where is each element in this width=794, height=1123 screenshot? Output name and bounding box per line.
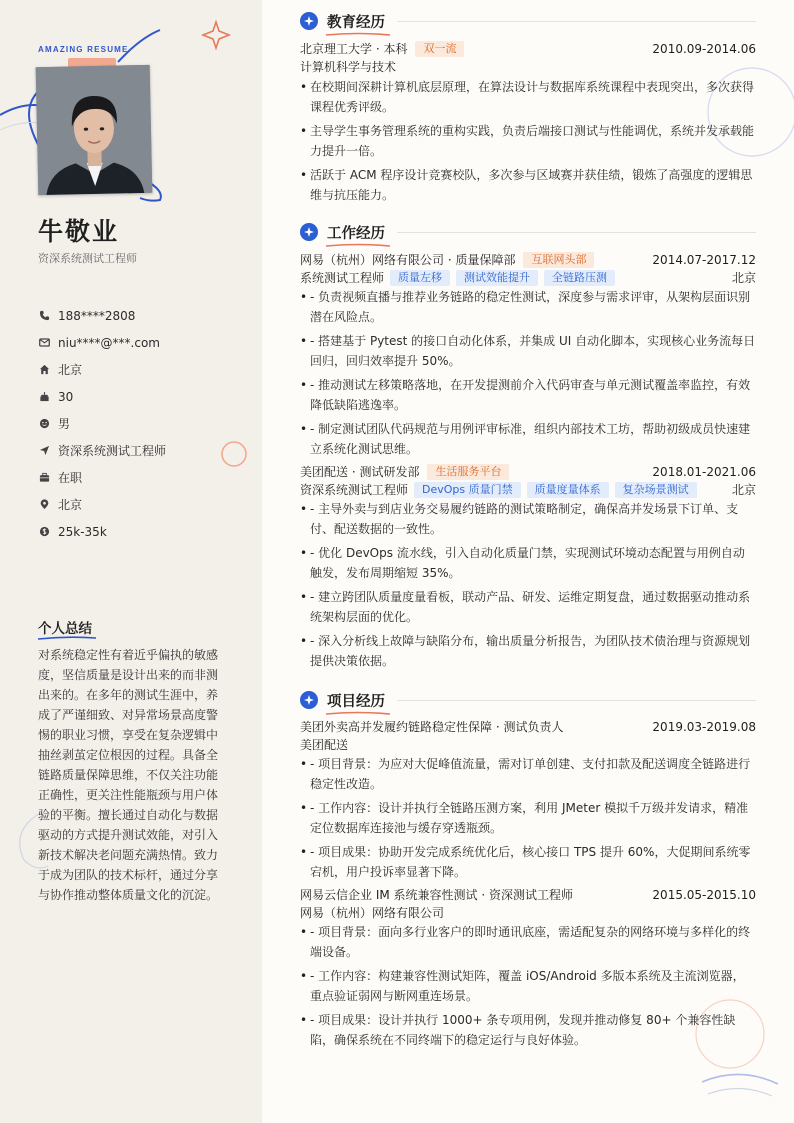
title-underline <box>325 243 391 248</box>
project-org-row <box>300 736 756 754</box>
info-text: 在职 <box>58 471 83 485</box>
list-item: • 在校期间深耕计算机底层原理，在算法设计与数据库系统课程中表现突出，多次获得课程优秀评级。 <box>300 77 756 117</box>
job-header <box>300 463 756 481</box>
info-expected-city <box>38 491 166 518</box>
company-name: 网易（杭州）网络有限公司 · 质量保障部 <box>300 253 516 267</box>
list-item: • - 搭建基于 Pytest 的接口自动化体系，并集成 UI 自动化脚本，实现核心业务流每日回归，回归效率提升 50%。 <box>300 331 756 371</box>
list-item: • 活跃于 ACM 程序设计竞赛校队，多次参与区域赛并获佳绩，锻炼了高强度的逻辑思维与抗压能力。 <box>300 165 756 205</box>
work-section-header <box>300 220 756 244</box>
list-item: • - 项目背景：为应对大促峰值流量，需对订单创建、支付扣款及配送调度全链路进行稳定性改造。 <box>300 754 756 794</box>
list-item: • - 深入分析线上故障与缺陷分布，输出质量分析报告，为团队技术债治理与资源规划提供决策依据。 <box>300 631 756 671</box>
project-org-row <box>300 904 756 922</box>
job-period: 2018.01-2021.06 <box>652 465 756 479</box>
home-icon <box>38 364 50 376</box>
info-salary <box>38 518 166 545</box>
section-divider <box>397 21 756 22</box>
skill-tag: 测试效能提升 <box>456 270 538 286</box>
profile-photo <box>36 65 153 195</box>
education-period: 2010.09-2014.06 <box>652 42 756 56</box>
job-bullets <box>300 287 756 463</box>
list-item: • - 推动测试左移策略落地，在开发提测前介入代码审查与单元测试覆盖率监控，有效降低缺陷逃逸率。 <box>300 375 756 415</box>
summary-heading: 个人总结 <box>38 621 92 637</box>
job-role-row <box>300 481 756 499</box>
projects-section-header <box>300 688 756 712</box>
project-name: 网易云信企业 IM 系统兼容性测试 · 资深测试工程师 <box>300 888 573 902</box>
school-name: 北京理工大学 · 本科 <box>300 42 408 56</box>
section-title: 工作经历 <box>327 222 385 243</box>
sparkle-icon <box>300 223 318 241</box>
skill-tag: 质量左移 <box>390 270 450 286</box>
info-email <box>38 329 166 356</box>
list-item: • 主导学生事务管理系统的重构实践，负责后端接口测试与性能调优，系统并发承载能力提升一倍。 <box>300 121 756 161</box>
title-underline <box>325 32 391 37</box>
info-text: 资深系统测试工程师 <box>58 444 167 458</box>
summary-underline <box>37 636 97 640</box>
list-item: • - 工作内容：构建兼容性测试矩阵，覆盖 iOS/Android 多版本系统及主流浏览器，重点验证弱网与断网重连场景。 <box>300 966 756 1006</box>
send-icon <box>38 445 50 457</box>
info-text: 30 <box>58 389 74 404</box>
education-section-header <box>300 9 756 33</box>
list-item: • - 建立跨团队质量度量看板，联动产品、研发、运维定期复盘，通过数据驱动推动系统架构层面的优化。 <box>300 587 756 627</box>
skill-tag: 质量度量体系 <box>527 482 609 498</box>
title-underline <box>325 711 391 716</box>
sparkle-icon <box>300 12 318 30</box>
resume-tagline: AMAZING RESUME <box>38 45 129 54</box>
sidebar <box>0 0 262 1123</box>
education-major-row <box>300 58 756 76</box>
summary-text: 对系统稳定性有着近乎偏执的敏感度，坚信质量是设计出来的而非测出来的。在多年的测试生涯中，养成了严谨细致、对异常场景高度警惕的职业习惯，享受在复杂逻辑中抽丝剥茧定位根因的过程。具备全链路质量保障思维，不仅关注功能正确性，更关注性能瓶颈与用户体验的平衡。擅长通过自动化与数据驱动的方式提升测试效能，对引入新技术解决老问题充满热情。致力于成为团队的技术标杆，通过分享与协作推动整体质量文化的沉淀。 <box>38 648 219 902</box>
job-header <box>300 251 756 269</box>
project-name: 美团外卖高并发履约链路稳定性保障 · 测试负责人 <box>300 720 564 734</box>
phone-icon <box>38 310 50 322</box>
section-divider <box>397 232 756 233</box>
section-divider <box>397 700 756 701</box>
job-city: 北京 <box>731 483 756 497</box>
contact-info-list <box>38 302 166 545</box>
skill-tag: 全链路压测 <box>544 270 615 286</box>
list-item: • - 制定测试团队代码规范与用例评审标准，组织内部技术工坊，帮助初级成员快速建立系统化测试思维。 <box>300 419 756 459</box>
project-header <box>300 886 756 904</box>
company-name: 美团配送 · 测试研发部 <box>300 465 420 479</box>
project-bullets <box>300 754 756 886</box>
location-pin-icon <box>38 499 50 511</box>
school-tag: 双一流 <box>415 41 464 57</box>
info-text: 北京 <box>58 363 83 377</box>
education-bullets <box>300 77 756 209</box>
job-role: 系统测试工程师 <box>300 271 385 285</box>
list-item: • - 工作内容：设计并执行全链路压测方案，利用 JMeter 模拟千万级并发请求，精准定位数据库连接池与缓存穿透瓶颈。 <box>300 798 756 838</box>
job-bullets <box>300 499 756 675</box>
candidate-title: 资深系统测试工程师 <box>38 252 137 265</box>
education-major: 计算机科学与技术 <box>300 60 397 74</box>
job-period: 2014.07-2017.12 <box>652 253 756 267</box>
job-role: 资深系统测试工程师 <box>300 483 409 497</box>
info-age <box>38 383 166 410</box>
money-icon <box>38 526 50 538</box>
face-icon <box>38 418 50 430</box>
briefcase-icon <box>38 472 50 484</box>
info-text: 25k-35k <box>58 524 107 539</box>
list-item: • - 优化 DevOps 流水线，引入自动化质量门禁，实现测试环境动态配置与用例自动触发，发布周期缩短 35%。 <box>300 543 756 583</box>
sparkle-icon <box>300 691 318 709</box>
project-period: 2015.05-2015.10 <box>652 888 756 902</box>
info-phone <box>38 302 166 329</box>
skill-tag: DevOps 质量门禁 <box>414 482 521 498</box>
mail-icon <box>38 337 50 349</box>
info-text: 188****2808 <box>58 308 136 323</box>
info-text: 北京 <box>58 498 83 512</box>
section-title: 教育经历 <box>327 11 385 32</box>
list-item: • - 负责视频直播与推荐业务链路的稳定性测试，深度参与需求评审，从架构层面识别潜在风险点。 <box>300 287 756 327</box>
project-org: 美团配送 <box>300 738 349 752</box>
list-item: • - 项目背景：面向多行业客户的即时通讯底座，需适配复杂的网络环境与多样化的终端设备。 <box>300 922 756 962</box>
info-text: 男 <box>58 417 71 431</box>
info-city <box>38 356 166 383</box>
section-title: 项目经历 <box>327 690 385 711</box>
list-item: • - 项目成果：设计并执行 1000+ 条专项用例，发现并推动修复 80+ 个兼容性缺陷，确保系统在不同终端下的稳定运行与良好体验。 <box>300 1010 756 1050</box>
project-header <box>300 718 756 736</box>
info-position <box>38 437 166 464</box>
skill-tag: 复杂场景测试 <box>615 482 697 498</box>
candidate-name: 牛敬业 <box>38 217 120 246</box>
info-text: niu****@***.com <box>58 335 160 350</box>
project-period: 2019.03-2019.08 <box>652 720 756 734</box>
cake-icon <box>38 391 50 403</box>
job-city: 北京 <box>731 271 756 285</box>
list-item: • - 主导外卖与到店业务交易履约链路的测试策略制定，确保高并发场景下订单、支付、配送数据的一致性。 <box>300 499 756 539</box>
list-item: • - 项目成果：协助开发完成系统优化后，核心接口 TPS 提升 60%，大促期间系统零宕机，用户投诉率显著下降。 <box>300 842 756 882</box>
company-tag: 生活服务平台 <box>427 464 509 480</box>
education-entry-header <box>300 40 756 58</box>
project-bullets <box>300 922 756 1054</box>
info-gender <box>38 410 166 437</box>
company-tag: 互联网头部 <box>523 252 594 268</box>
job-role-row <box>300 269 756 287</box>
project-org: 网易（杭州）网络有限公司 <box>300 906 445 920</box>
info-status <box>38 464 166 491</box>
